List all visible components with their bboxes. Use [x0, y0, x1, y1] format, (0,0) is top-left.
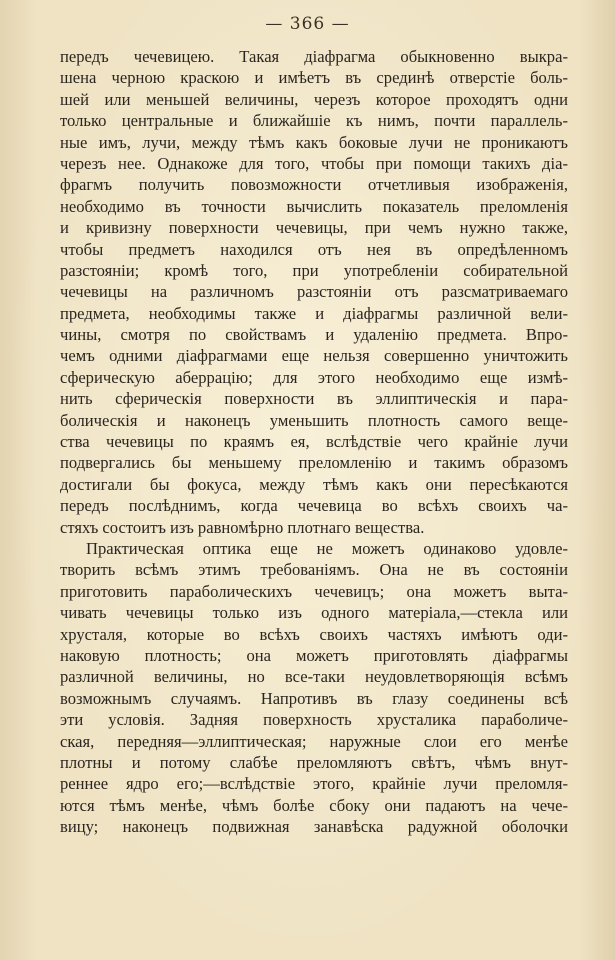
page-number: — 366 — [265, 14, 350, 34]
text-line: реннее ядро его;—вслѣдствіе этого, крайніе лучи преломля- [60, 774, 568, 794]
text-line: вицу; наконецъ подвижная занавѣска радужной оболочки [60, 817, 568, 837]
text-line: передъ чечевицею. Такая діафрагма обыкновенно выкра- [60, 47, 568, 66]
text-line: чивать чечевицы только изъ одного матеріала,—стекла или [60, 603, 568, 623]
text-line: черезъ нее. Однакоже для того, чтобы при помощи такихъ діа- [60, 153, 568, 173]
text-line: эти условія. Задняя поверхность хрусталика параболиче- [60, 710, 568, 730]
paragraph-1 [60, 46, 568, 538]
text-line: разстояніи; кромѣ того, при употребленіи собирательной [60, 260, 568, 280]
text-line: приготовить параболическихъ чечевицъ; она можетъ выта- [60, 581, 568, 601]
text-line: ская, передняя—эллиптическая; наружные слои его менѣе [60, 731, 568, 751]
text-line: Практическая оптика еще не можетъ одинаково удовле- [86, 538, 568, 558]
text-line: сферическую аберрацію; для этого необходимо еще измѣ- [60, 367, 568, 387]
text-line: творить всѣмъ этимъ требованіямъ. Она не въ состояніи [60, 560, 568, 580]
text-line: наковую плотность; она можетъ приготовлять діафрагмы [60, 645, 568, 665]
text-line: ные имъ, лучи, между тѣмъ какъ боковые лучи не проникаютъ [60, 132, 568, 152]
text-line: стяхъ состоитъ изъ равномѣрно плотнаго вещества. [60, 517, 425, 537]
text-line: шей или меньшей величины, черезъ которое проходятъ одни [60, 89, 568, 109]
text-line: необходимо въ точности вычислить показатель преломленія [60, 196, 568, 216]
text-line: плотны и потому слабѣе преломляютъ свѣтъ, чѣмъ внут- [60, 752, 568, 772]
paragraph-2 [60, 538, 568, 837]
text-line: только центральные и ближайшіе къ нимъ, почти параллель- [60, 111, 568, 131]
text-line: передъ послѣднимъ, когда чечевица во всѣхъ своихъ ча- [60, 496, 568, 516]
text-line: нить сферическія поверхности въ эллиптическія и пара- [60, 389, 568, 409]
text-line: предмета, необходимы также и діафрагмы различной вели- [60, 303, 568, 323]
text-line: шена черною краскою и имѣетъ въ срединѣ отверстіе боль- [60, 68, 568, 88]
text-line: чемъ одними діафрагмами еще нельзя совершенно уничтожить [60, 346, 568, 366]
text-line: чины, смотря по свойствамъ и удаленію предмета. Впро- [60, 325, 568, 345]
text-line: фрагмъ получить повозможности отчетливыя изображенія, [60, 175, 568, 195]
text-line: достигали бы фокуса, между тѣмъ какъ они пересѣкаются [60, 474, 568, 494]
text-line: болическія и наконецъ уменьшить плотность самого веще- [60, 410, 568, 430]
text-line: и кривизну поверхности чечевицы, при чемъ нужно также, [60, 218, 568, 238]
text-body [60, 46, 568, 837]
text-line: чтобы предметъ находился отъ нея въ опредѣленномъ [60, 239, 568, 259]
text-line: хрусталя, которые во всѣхъ своихъ частяхъ имѣютъ оди- [60, 624, 568, 644]
text-line: ства чечевицы по краямъ ея, вслѣдствіе чего крайніе лучи [60, 432, 568, 452]
text-line: различной величины, но все-таки неудовлетворяющія всѣмъ [60, 667, 568, 687]
text-line: возможнымъ случаямъ. Напротивъ въ глазу соединены всѣ [60, 688, 568, 708]
text-line: чечевицы на различномъ разстояніи отъ разсматриваемаго [60, 282, 568, 302]
text-line: подвергались бы меньшему преломленію и такимъ образомъ [60, 453, 568, 473]
text-line: ются тѣмъ менѣе, чѣмъ болѣе сбоку они падаютъ на чече- [60, 795, 568, 815]
